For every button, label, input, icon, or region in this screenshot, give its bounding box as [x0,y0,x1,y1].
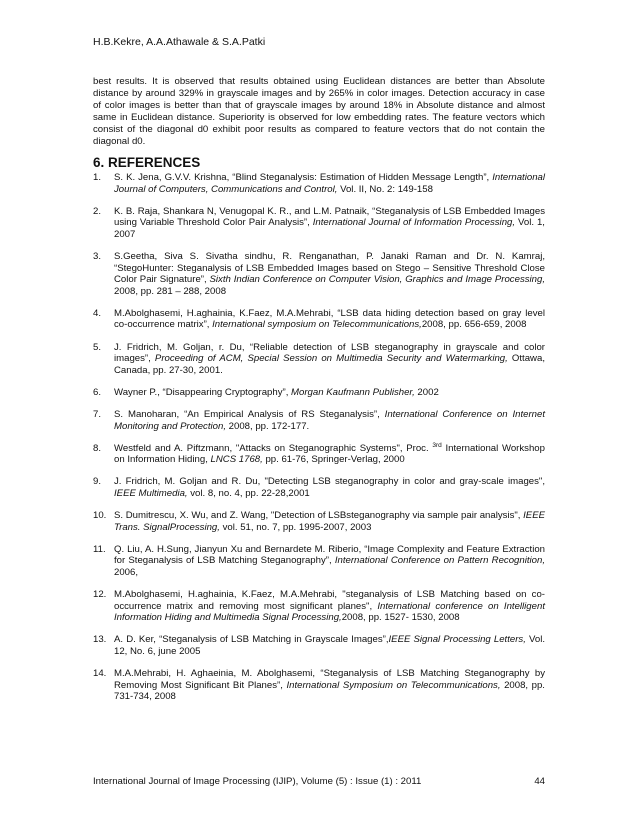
reference-venue: IEEE Trans. SignalProcessing, [114,509,545,533]
reference-text: 2008, pp. 1527- 1530, 2008 [341,612,460,624]
reference-text: pp. 61-76, Springer-Verlag, 2000 [262,454,405,466]
page-footer [93,776,545,787]
reference-item [93,668,545,703]
reference-venue: International Symposium on Telecommunications, [286,679,501,691]
reference-item [93,634,545,657]
reference-text: Westfeld and A. Piftzmann, "Attacks on Steganographic Systems", Proc. [114,442,433,454]
footer-page-number: 44 [534,776,545,787]
reference-item [93,589,545,624]
reference-text: J. Fridrich, M. Goljan and R. Du, "Detecting LSB steganography in color and gray-scale images", [114,476,545,488]
reference-venue: LNCS 1768, [210,454,263,466]
reference-list [93,172,545,713]
reference-text: Vol. II, No. 2: 149-158 [337,183,433,195]
reference-text: 2008, pp. 281 – 288, 2008 [114,285,227,297]
reference-text: International Workshop on Information Hiding, [114,442,545,466]
reference-item [93,342,545,377]
reference-venue: Sixth Indian Conference on Computer Vision, Graphics and Image Processing, [209,274,546,286]
reference-number: 11. [93,543,106,555]
reference-text: S. Manoharan, “An Empirical Analysis of RS Steganalysis”, [114,408,385,420]
reference-text: 2008, pp. 172-177. [226,420,310,432]
reference-venue: Morgan Kaufmann Publisher, [291,386,415,398]
reference-text: vol. 8, no. 4, pp. 22-28,2001 [187,487,310,499]
reference-text: 2008, pp. 731-734, 2008 [114,679,545,703]
reference-number: 9. [93,476,102,488]
reference-superscript: 3rd [432,441,442,449]
reference-text: J. Fridrich, M. Goljan, r. Du, “Reliable detection of LSB steganography in grayscale and color images”, [114,341,545,365]
reference-text: M.A.Mehrabi, H. Aghaeinia, M. Abolghasemi, “Steganalysis of LSB Matching Steganography by Removing Most Significant Bit Planes”, [114,667,545,691]
reference-item [93,443,545,466]
reference-number: 3. [93,250,102,262]
reference-number: 6. [93,386,102,398]
reference-text: Ottawa, Canada, pp. 27-30, 2001. [114,353,545,376]
running-header-authors: H.B.Kekre, A.A.Athawale & S.A.Patki [93,36,266,48]
reference-item [93,387,545,399]
reference-item [93,172,545,195]
reference-number: 10. [93,509,107,521]
intro-paragraph: best results. It is observed that results obtained using Euclidean distances are better than Absolute distance by around 329% in grayscale images and by 265% in color images. Detection accuracy in case of color images is better than that of grayscale images by around 18% in Absolute distance and almost same in Euclidean distance. Superiority is observed for low embedding rates. The feature vectors which consist of the diagonal d0 exhibit poor results as compared to feature vectors that do not contain the diagonal d0. [93,76,545,148]
reference-venue: International symposium on Telecommunications, [212,319,422,331]
reference-number: 2. [93,205,102,217]
reference-item [93,544,545,579]
reference-venue: IEEE Multimedia, [114,487,188,499]
reference-number: 1. [93,172,102,183]
reference-text: S. K. Jena, G.V.V. Krishna, “Blind Steganalysis: Estimation of Hidden Message Length”, [114,172,493,183]
reference-text: M.Abolghasemi, H.aghainia, K.Faez, M.A.Mehrabi, “LSB data hiding detection based on gray level co-occurrence matrix”, [114,307,545,331]
reference-venue: International Conference on Pattern Recognition, [334,555,545,567]
reference-item [93,476,545,499]
reference-text: Vol. 1, 2007 [114,217,545,240]
reference-venue: IEEE Signal Processing Letters, [388,634,526,646]
reference-text: Q. Liu, A. H.Sung, Jianyun Xu and Bernardete M. Riberio, “Image Complexity and Feature Extraction for Steganalysis of LSB Matching Steganography”, [114,543,545,567]
reference-text: 2006, [114,566,139,578]
reference-item [93,206,545,241]
references-heading: 6. REFERENCES [93,155,201,170]
reference-number: 14. [93,667,107,679]
reference-text: A. D. Ker, “Steganalysis of LSB Matching in Grayscale Images”, [114,634,389,646]
reference-number: 5. [93,341,102,353]
reference-item [93,409,545,432]
reference-text: M.Abolghasemi, H.aghainia, K.Faez, M.A.Mehrabi, "steganalysis of LSB Matching based on co-occurrence matrix and removing most significant planes", [114,588,545,612]
reference-text: S.Geetha, Siva S. Sivatha sindhu, R. Renganathan, P. Janaki Raman and Dr. N. Kamraj, “StegoHunter: Steganalysis of LSB Embedded Images based on Stego – Sensitive Threshold Close Color Pair Signature”, [114,250,545,286]
reference-text: 2008, pp. 656-659, 2008 [421,319,527,331]
reference-item [93,308,545,331]
reference-venue: International Journal of Information Processing, [312,217,516,229]
reference-text: 2002 [414,386,439,398]
reference-number: 12. [93,588,107,600]
reference-number: 13. [93,634,107,646]
reference-item [93,251,545,297]
reference-number: 4. [93,307,102,319]
reference-text: Wayner P., “Disappearing Cryptography”, [114,386,292,398]
reference-text: K. B. Raja, Shankara N, Venugopal K. R., and L.M. Patnaik, “Steganalysis of LSB Embedded Images using Variable Threshold Color Pair Analysis”, [114,205,545,229]
reference-number: 8. [93,442,102,454]
footer-journal: International Journal of Image Processing (IJIP), Volume (5) : Issue (1) : 2011 [93,776,422,787]
reference-text: S. Dumitrescu, X. Wu, and Z. Wang, "Detection of LSBsteganography via sample pair analysis", [114,509,524,521]
reference-venue: International conference on Intelligent Information Hiding and Multimedia Signal Processing, [114,600,545,624]
reference-venue: International Conference on Internet Monitoring and Protection, [114,408,545,432]
reference-venue: Proceeding of ACM, Special Session on Multimedia Security and Watermarking, [154,353,508,365]
reference-number: 7. [93,408,102,420]
reference-text: vol. 51, no. 7, pp. 1995-2007, 2003 [219,521,372,533]
reference-text: Vol. 12, No. 6, june 2005 [114,634,546,657]
reference-item [93,510,545,533]
reference-venue: International Journal of Computers, Communications and Control, [114,172,545,195]
